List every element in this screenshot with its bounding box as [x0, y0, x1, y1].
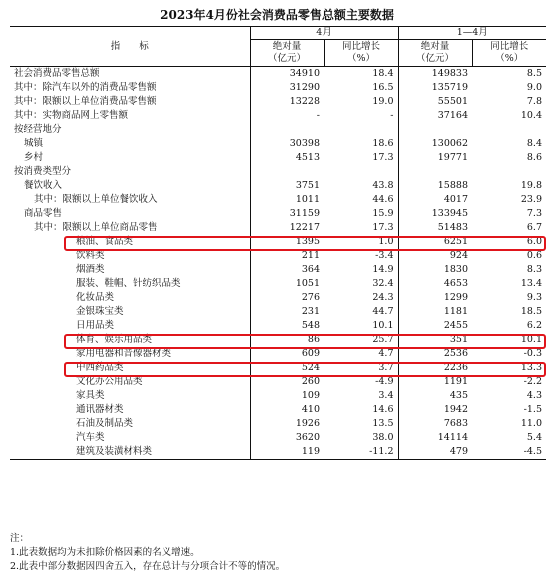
table-row — [10, 109, 546, 123]
growth-jan-apr: 11.0 — [520, 418, 542, 429]
period1-header: 4月 — [250, 27, 398, 40]
row-label: 粮油、食品类 — [10, 235, 250, 249]
value-apr — [250, 123, 324, 137]
indicator-header: 指 标 — [10, 27, 250, 67]
growth-apr: 18.4 — [324, 67, 398, 82]
growth-apr: 38.0 — [324, 431, 398, 445]
value-jan-apr: 1191 — [443, 376, 468, 387]
value-jan-apr: 37164 — [437, 110, 468, 121]
note-heading: 注： — [10, 533, 30, 544]
row-label: 烟酒类 — [10, 263, 250, 277]
value-apr: 13228 — [289, 96, 320, 107]
row-label: 社会消费品零售总额 — [10, 67, 250, 82]
value-apr: 119 — [250, 445, 324, 460]
abs-header-2: 绝对量 （亿元） — [398, 40, 472, 67]
value-jan-apr: 924 — [449, 250, 468, 261]
growth-jan-apr: 10.4 — [520, 110, 542, 121]
table-row — [10, 207, 546, 221]
value-apr: 1011 — [295, 194, 320, 205]
growth-jan-apr: 5.4 — [526, 432, 542, 443]
growth-jan-apr: 4.3 — [526, 390, 542, 401]
value-jan-apr: 14114 — [437, 432, 468, 443]
growth-jan-apr — [472, 123, 546, 137]
value-jan-apr: 2536 — [443, 348, 468, 359]
value-jan-apr: 6251 — [443, 236, 468, 247]
growth-jan-apr: 13.4 — [520, 278, 542, 289]
growth-jan-apr: -0.3 — [523, 348, 542, 359]
table-row — [10, 417, 546, 431]
growth-apr: 17.3 — [324, 221, 398, 235]
value-jan-apr: 2236 — [443, 362, 468, 373]
table-row — [10, 431, 546, 445]
value-jan-apr: 351 — [449, 334, 468, 345]
growth-apr: 43.8 — [324, 179, 398, 193]
value-apr: 34910 — [289, 68, 320, 79]
table-row — [10, 165, 546, 179]
row-label: 日用品类 — [10, 319, 250, 333]
growth-apr: 16.5 — [324, 81, 398, 95]
value-jan-apr: 435 — [449, 390, 468, 401]
growth-apr: 1.0 — [324, 235, 398, 249]
growth-apr: 32.4 — [324, 277, 398, 291]
value-apr: 364 — [301, 264, 320, 275]
row-label: 其中：限额以上单位餐饮收入 — [10, 193, 250, 207]
growth-apr — [324, 123, 398, 137]
table-row — [10, 347, 546, 361]
value-apr: 410 — [301, 404, 320, 415]
growth-jan-apr: 6.7 — [526, 222, 542, 233]
growth-apr: 25.7 — [324, 333, 398, 347]
growth-jan-apr: 9.0 — [526, 82, 542, 93]
value-apr: 4513 — [295, 152, 320, 163]
growth-apr: 3.4 — [324, 389, 398, 403]
growth-jan-apr: -1.5 — [523, 404, 542, 415]
value-apr: 1395 — [295, 236, 320, 247]
row-label: 其中：实物商品网上零售额 — [10, 109, 250, 123]
value-apr: 3751 — [295, 180, 320, 191]
row-label: 金银珠宝类 — [10, 305, 250, 319]
row-label: 服装、鞋帽、针纺织品类 — [10, 277, 250, 291]
value-apr: 30398 — [289, 138, 320, 149]
value-jan-apr: 7683 — [443, 418, 468, 429]
value-jan-apr: 149833 — [431, 68, 468, 79]
growth-jan-apr — [472, 165, 546, 179]
row-label: 家用电器和音像器材类 — [10, 347, 250, 361]
table-row — [10, 389, 546, 403]
growth-apr: 14.6 — [324, 403, 398, 417]
growth-apr: 17.3 — [324, 151, 398, 165]
row-label: 通讯器材类 — [10, 403, 250, 417]
value-jan-apr: 1830 — [443, 264, 468, 275]
growth-apr: 44.7 — [324, 305, 398, 319]
table-row — [10, 235, 546, 249]
growth-apr: 19.0 — [324, 95, 398, 109]
note-1: 1.此表数据均为未扣除价格因素的名义增速。 — [10, 547, 200, 558]
row-label: 文化办公用品类 — [10, 375, 250, 389]
value-apr: 524 — [301, 362, 320, 373]
value-jan-apr: 2455 — [443, 320, 468, 331]
note-2: 2.此表中部分数据因四舍五入，存在总计与分项合计不等的情况。 — [10, 561, 286, 572]
table-row — [10, 305, 546, 319]
row-label: 城镇 — [10, 137, 250, 151]
value-apr: 31290 — [289, 82, 320, 93]
row-label: 化妆品类 — [10, 291, 250, 305]
growth-apr: 10.1 — [324, 319, 398, 333]
growth-jan-apr: 13.3 — [520, 362, 542, 373]
growth-header-2: 同比增长 （%） — [472, 40, 546, 67]
row-label: 中西药品类 — [10, 361, 250, 375]
value-apr: - — [316, 110, 320, 121]
value-apr: 86 — [307, 334, 320, 345]
table-row — [10, 277, 546, 291]
value-apr: 31159 — [289, 208, 320, 219]
row-label: 建筑及装潢材料类 — [10, 445, 250, 460]
table-row — [10, 137, 546, 151]
growth-jan-apr: 6.2 — [526, 320, 542, 331]
growth-jan-apr: 7.3 — [526, 208, 542, 219]
value-jan-apr: 133945 — [431, 208, 468, 219]
value-apr: 276 — [301, 292, 320, 303]
row-label: 乡村 — [10, 151, 250, 165]
growth-apr: 13.5 — [324, 417, 398, 431]
table-row — [10, 403, 546, 417]
row-label: 汽车类 — [10, 431, 250, 445]
row-label: 其中：限额以上单位商品零售 — [10, 221, 250, 235]
growth-apr: - — [324, 109, 398, 123]
value-apr: 1926 — [295, 418, 320, 429]
table-row — [10, 179, 546, 193]
growth-apr: -11.2 — [324, 445, 398, 460]
table-row — [10, 81, 546, 95]
row-label: 按经营地分 — [10, 123, 250, 137]
row-label: 饮料类 — [10, 249, 250, 263]
table-row — [10, 67, 546, 82]
row-label: 其中：除汽车以外的消费品零售额 — [10, 81, 250, 95]
value-jan-apr: 479 — [398, 445, 472, 460]
value-apr: 1051 — [295, 278, 320, 289]
row-label: 石油及制品类 — [10, 417, 250, 431]
value-apr: 260 — [301, 376, 320, 387]
growth-jan-apr: 9.3 — [526, 292, 542, 303]
growth-jan-apr: 10.1 — [520, 334, 542, 345]
table-row — [10, 445, 546, 460]
value-apr: 231 — [301, 306, 320, 317]
growth-jan-apr: 8.4 — [526, 138, 542, 149]
growth-jan-apr: 6.0 — [526, 236, 542, 247]
table-row — [10, 333, 546, 347]
growth-jan-apr: 0.6 — [526, 250, 542, 261]
page-title: 2023年4月份社会消费品零售总额主要数据 — [160, 8, 394, 22]
growth-jan-apr: 23.9 — [520, 194, 542, 205]
value-jan-apr: 1942 — [443, 404, 468, 415]
table-row — [10, 249, 546, 263]
value-apr: 3620 — [295, 432, 320, 443]
growth-jan-apr: 8.3 — [526, 264, 542, 275]
table-row — [10, 375, 546, 389]
growth-jan-apr: -4.5 — [472, 445, 546, 460]
table-row — [10, 319, 546, 333]
table-row — [10, 361, 546, 375]
table-row — [10, 263, 546, 277]
value-jan-apr: 4653 — [443, 278, 468, 289]
growth-jan-apr: -2.2 — [523, 376, 542, 387]
period2-header: 1—4月 — [398, 27, 546, 40]
growth-apr: -4.9 — [324, 375, 398, 389]
table-row — [10, 123, 546, 137]
retail-sales-table — [10, 26, 546, 460]
value-jan-apr — [398, 165, 472, 179]
row-label: 其中：限额以上单位消费品零售额 — [10, 95, 250, 109]
value-jan-apr: 1299 — [443, 292, 468, 303]
value-apr — [250, 165, 324, 179]
growth-apr: 4.7 — [324, 347, 398, 361]
growth-jan-apr: 7.8 — [526, 96, 542, 107]
growth-jan-apr: 8.6 — [526, 152, 542, 163]
growth-apr: 18.6 — [324, 137, 398, 151]
table-body — [10, 67, 546, 460]
row-label: 体育、娱乐用品类 — [10, 333, 250, 347]
value-jan-apr: 135719 — [431, 82, 468, 93]
row-label: 商品零售 — [10, 207, 250, 221]
growth-apr: 15.9 — [324, 207, 398, 221]
growth-jan-apr: 19.8 — [520, 180, 542, 191]
value-jan-apr: 4017 — [443, 194, 468, 205]
value-jan-apr: 130062 — [431, 138, 468, 149]
value-apr: 211 — [301, 250, 320, 261]
growth-apr: 44.6 — [324, 193, 398, 207]
value-jan-apr: 55501 — [437, 96, 468, 107]
value-apr: 609 — [301, 348, 320, 359]
table-row — [10, 221, 546, 235]
growth-apr: 3.7 — [324, 361, 398, 375]
value-jan-apr — [398, 123, 472, 137]
value-apr: 548 — [301, 320, 320, 331]
value-apr: 12217 — [289, 222, 320, 233]
growth-apr: -3.4 — [324, 249, 398, 263]
growth-jan-apr: 18.5 — [520, 306, 542, 317]
footnotes — [10, 532, 285, 574]
table-row — [10, 95, 546, 109]
growth-apr — [324, 165, 398, 179]
growth-header-1: 同比增长 （%） — [324, 40, 398, 67]
table-row — [10, 151, 546, 165]
growth-apr: 14.9 — [324, 263, 398, 277]
value-jan-apr: 1181 — [443, 306, 468, 317]
table-row — [10, 291, 546, 305]
value-jan-apr: 51483 — [437, 222, 468, 233]
row-label: 按消费类型分 — [10, 165, 250, 179]
row-label: 餐饮收入 — [10, 179, 250, 193]
value-jan-apr: 19771 — [437, 152, 468, 163]
table-row — [10, 193, 546, 207]
value-apr: 109 — [301, 390, 320, 401]
value-jan-apr: 15888 — [437, 180, 468, 191]
abs-header-1: 绝对量 （亿元） — [250, 40, 324, 67]
row-label: 家具类 — [10, 389, 250, 403]
growth-apr: 24.3 — [324, 291, 398, 305]
growth-jan-apr: 8.5 — [526, 68, 542, 79]
